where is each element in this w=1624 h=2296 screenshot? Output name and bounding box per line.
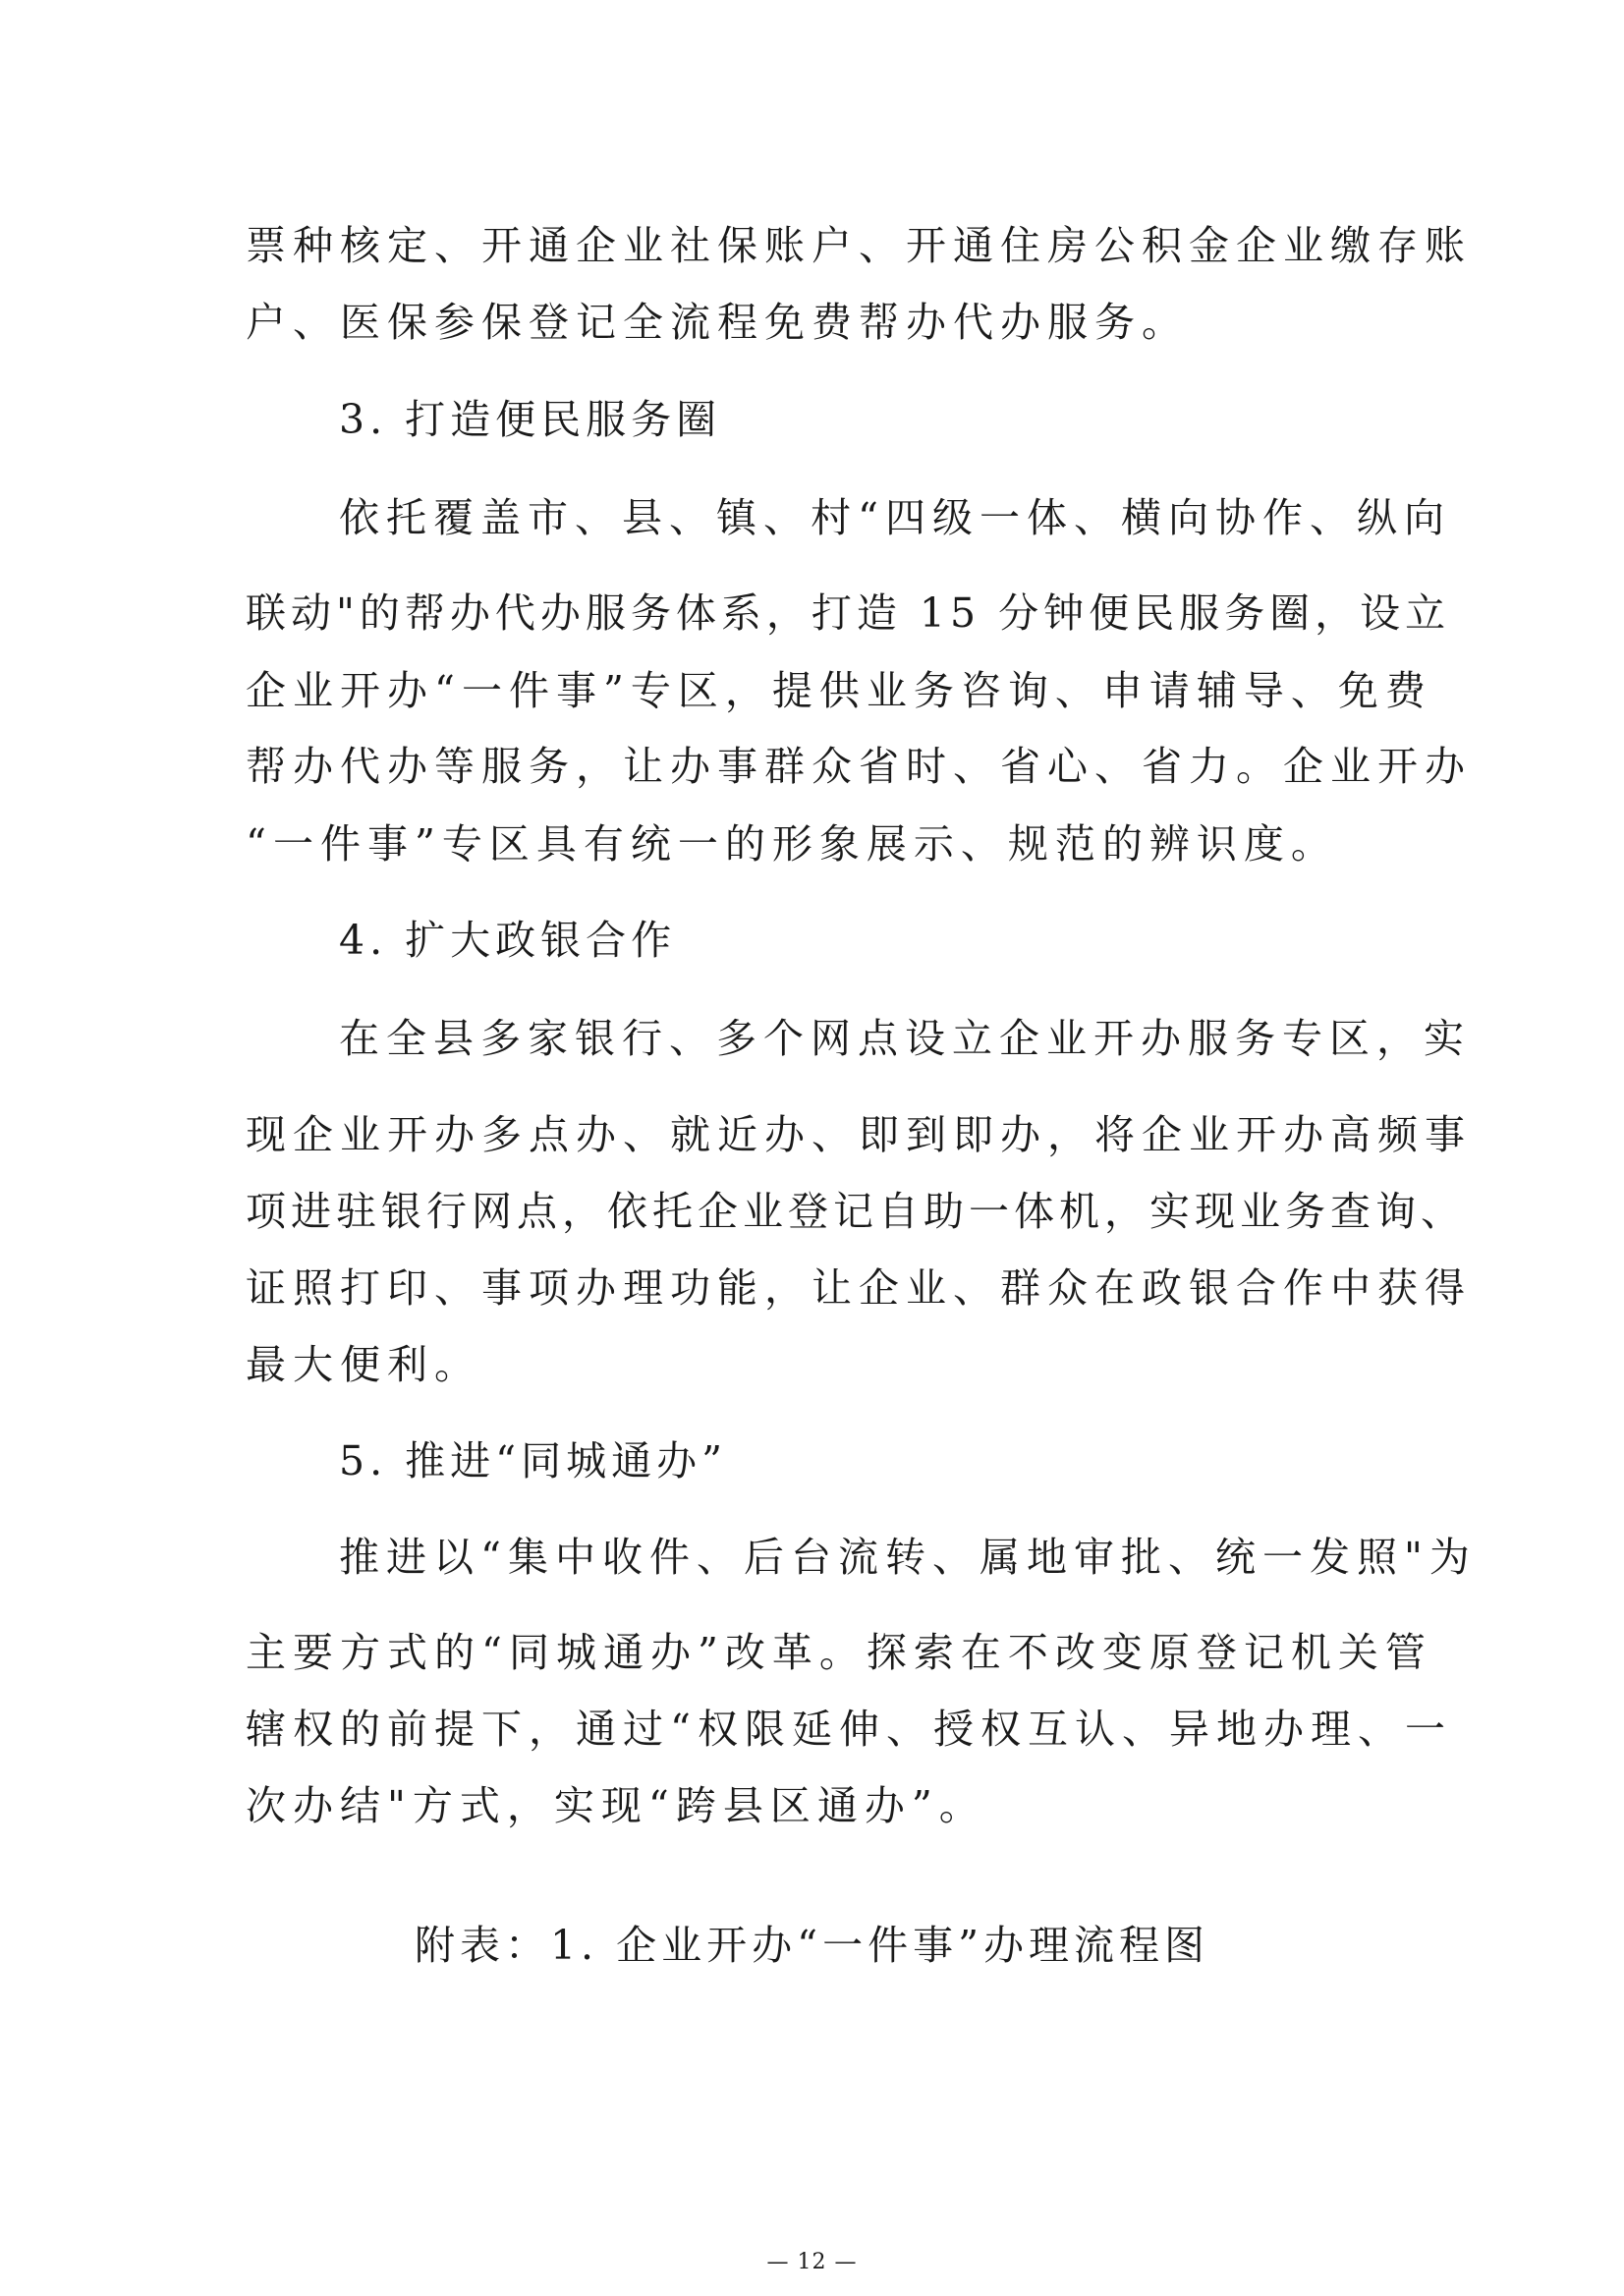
- body-line: 联动"的帮办代办服务体系，打造 15 分钟便民服务圈，设立: [246, 589, 1451, 637]
- section-heading-4: 4. 扩大政银合作: [339, 917, 677, 964]
- body-line: 户、医保参保登记全流程免费帮办代办服务。: [246, 299, 1189, 346]
- body-line: 企业开办“一件事”专区，提供业务咨询、申请辅导、免费: [246, 667, 1432, 714]
- body-line: 现企业开办多点办、就近办、即到即办，将企业开办高频事: [246, 1111, 1472, 1158]
- body-line: 推进以“集中收件、后台流转、属地审批、统一发照"为: [339, 1534, 1477, 1581]
- body-line: 在全县多家银行、多个网点设立企业开办服务专区，实: [339, 1015, 1471, 1062]
- body-line: 主要方式的“同城通办”改革。探索在不改变原登记机关管: [246, 1629, 1432, 1676]
- body-line: 项进驻银行网点，依托企业登记自助一体机，实现业务查询、: [246, 1188, 1466, 1235]
- body-line: 依托覆盖市、县、镇、村“四级一体、横向协作、纵向: [339, 494, 1451, 541]
- body-line: 次办结"方式，实现“跨县区通办”。: [246, 1782, 986, 1829]
- body-line: 最大便利。: [246, 1341, 481, 1388]
- body-line: “一件事”专区具有统一的形象展示、规范的辨识度。: [246, 820, 1338, 868]
- body-line: 票种核定、开通企业社保账户、开通住房公积金企业缴存账: [246, 222, 1472, 269]
- page-number: — 12 —: [766, 2250, 858, 2274]
- body-line: 帮办代办等服务，让办事群众省时、省心、省力。企业开办: [246, 743, 1472, 790]
- section-heading-5: 5. 推进“同城通办”: [339, 1437, 728, 1484]
- body-line: 辖权的前提下，通过“权限延伸、授权互认、异地办理、一: [246, 1706, 1452, 1753]
- section-heading-3: 3. 打造便民服务圈: [339, 396, 722, 443]
- appendix-title: 附表：1. 企业开办“一件事”办理流程图: [414, 1922, 1210, 1969]
- body-line: 证照打印、事项办理功能，让企业、群众在政银合作中获得: [246, 1264, 1472, 1312]
